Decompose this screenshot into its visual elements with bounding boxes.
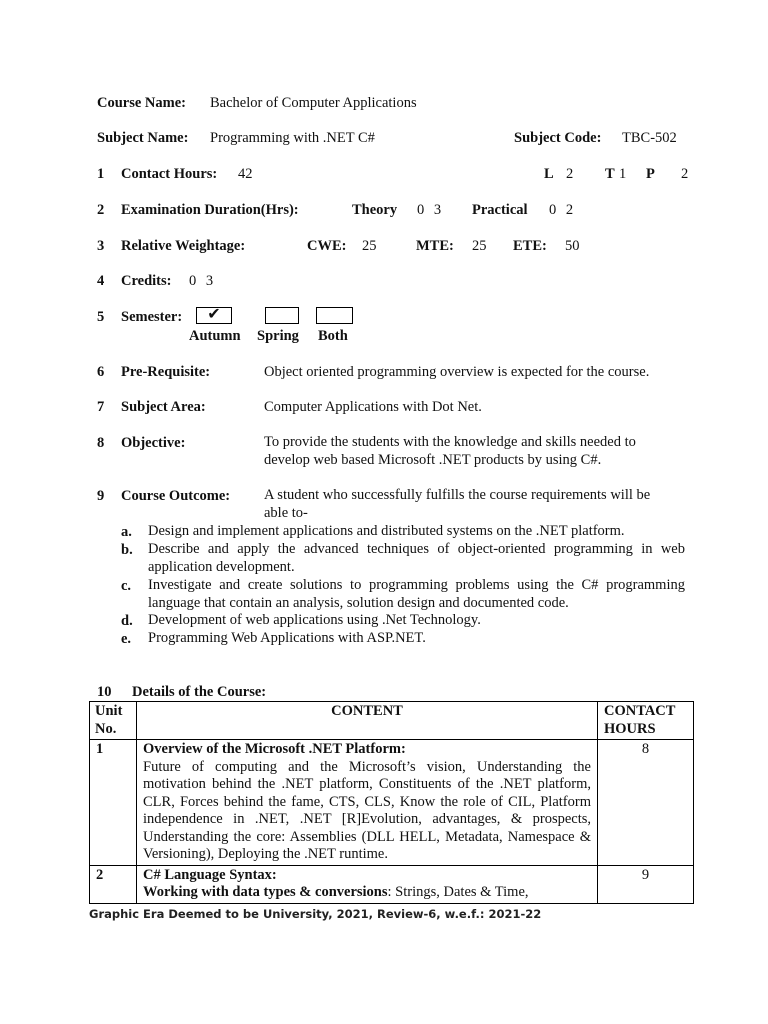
outcome-letter: a. — [121, 524, 132, 540]
subject-name-value: Programming with .NET C# — [210, 130, 375, 146]
check-icon: ✔ — [207, 306, 221, 323]
unit-hours: 8 — [598, 740, 694, 866]
practical-value: 0 2 — [549, 202, 574, 218]
outcome-intro: A student who successfully fulfills the course requirements will be able to- — [264, 487, 651, 521]
l-value: 2 — [566, 166, 574, 182]
unit-body: Future of computing and the Microsoft’s vision, Understanding the motivation behind the .NET platform, Constituents of the .NET platform, CLR, Forces behind the fame, CTS, CLS, Know the role of CIL, Platform independence in .NET, .NET [R]Evolution, advantages, & prospects, Understanding the core: Assemblies (DLL HELL, Metadata, Namespace & Versioning), Deploying the .NET runtime. — [143, 758, 591, 862]
unit-number: 2 — [90, 865, 137, 903]
item-number: 7 — [97, 399, 105, 415]
course-details-table — [89, 701, 694, 904]
t-label: T — [605, 166, 615, 182]
cwe-value: 25 — [362, 238, 377, 254]
unit-content — [137, 865, 598, 903]
item-number: 4 — [97, 273, 105, 289]
header-hours: CONTACT HOURS — [598, 702, 694, 740]
l-label: L — [544, 166, 554, 182]
semester-option-spring: Spring — [257, 328, 299, 344]
weightage-label: Relative Weightage: — [121, 238, 246, 254]
theory-value: 0 3 — [417, 202, 442, 218]
prerequisite-value: Object oriented programming overview is expected for the course. — [264, 364, 650, 380]
prerequisite-label: Pre-Requisite: — [121, 364, 211, 380]
course-name-value: Bachelor of Computer Applications — [210, 95, 417, 111]
subject-name-label: Subject Name: — [97, 130, 189, 146]
header-content: CONTENT — [137, 702, 598, 740]
table-row — [90, 740, 694, 866]
item-number: 10 — [97, 684, 112, 700]
unit-hours: 9 — [598, 865, 694, 903]
subject-area-label: Subject Area: — [121, 399, 206, 415]
unit-subtitle: Working with data types & conversions — [143, 884, 388, 900]
outcome-item: Development of web applications using .Net Technology. — [148, 612, 481, 628]
item-number: 5 — [97, 309, 105, 325]
course-name-label: Course Name: — [97, 95, 186, 111]
theory-label: Theory — [352, 202, 398, 218]
subject-code-label: Subject Code: — [514, 130, 602, 146]
outcome-label: Course Outcome: — [121, 488, 231, 504]
cwe-label: CWE: — [307, 238, 347, 254]
ete-value: 50 — [565, 238, 580, 254]
outcome-item: Describe and apply the advanced techniques of object-oriented programming in web application development. — [148, 541, 685, 575]
semester-autumn-checkbox[interactable] — [196, 307, 232, 324]
t-value: 1 — [619, 166, 627, 182]
p-label: P — [646, 166, 655, 182]
ete-label: ETE: — [513, 238, 547, 254]
unit-body: : Strings, Dates & Time, — [387, 884, 529, 900]
item-number: 2 — [97, 202, 105, 218]
mte-label: MTE: — [416, 238, 454, 254]
mte-value: 25 — [472, 238, 487, 254]
item-number: 9 — [97, 488, 105, 504]
outcome-letter: d. — [121, 613, 133, 629]
p-value: 2 — [681, 166, 689, 182]
semester-both-checkbox[interactable] — [316, 307, 353, 324]
outcome-item: Design and implement applications and distributed systems on the .NET platform. — [148, 523, 625, 539]
outcome-letter: e. — [121, 631, 132, 647]
unit-content — [137, 740, 598, 866]
unit-title: C# Language Syntax: — [143, 866, 277, 883]
details-label: Details of the Course: — [132, 684, 267, 700]
objective-value: To provide the students with the knowledge and skills needed to develop web based Microsoft .NET products by using C#. — [264, 434, 636, 468]
page-footer: Graphic Era Deemed to be University, 2021, Review-6, w.e.f.: 2021-22 — [89, 907, 542, 921]
semester-option-both: Both — [318, 328, 348, 344]
credits-label: Credits: — [121, 273, 172, 289]
header-unit: Unit No. — [90, 702, 137, 740]
semester-spring-checkbox[interactable] — [265, 307, 299, 324]
contact-hours-value: 42 — [238, 166, 253, 182]
credits-value: 0 3 — [189, 273, 214, 289]
outcome-item: Programming Web Applications with ASP.NET. — [148, 630, 426, 646]
table-row — [90, 865, 694, 903]
item-number: 6 — [97, 364, 105, 380]
outcome-letter: c. — [121, 578, 132, 594]
semester-option-autumn: Autumn — [189, 328, 241, 344]
item-number: 8 — [97, 435, 105, 451]
subject-code-value: TBC-502 — [622, 130, 677, 146]
semester-label: Semester: — [121, 309, 183, 325]
subject-area-value: Computer Applications with Dot Net. — [264, 399, 482, 415]
item-number: 1 — [97, 166, 105, 182]
exam-duration-label: Examination Duration(Hrs): — [121, 202, 299, 218]
table-header-row — [90, 702, 694, 740]
unit-number: 1 — [90, 740, 137, 866]
item-number: 3 — [97, 238, 105, 254]
objective-label: Objective: — [121, 435, 186, 451]
outcome-item: Investigate and create solutions to programming problems using the C# programming language that contain an analysis, solution design and documented code. — [148, 577, 685, 611]
contact-hours-label: Contact Hours: — [121, 166, 218, 182]
outcome-letter: b. — [121, 542, 133, 558]
unit-title: Overview of the Microsoft .NET Platform: — [143, 741, 406, 757]
practical-label: Practical — [472, 202, 528, 218]
